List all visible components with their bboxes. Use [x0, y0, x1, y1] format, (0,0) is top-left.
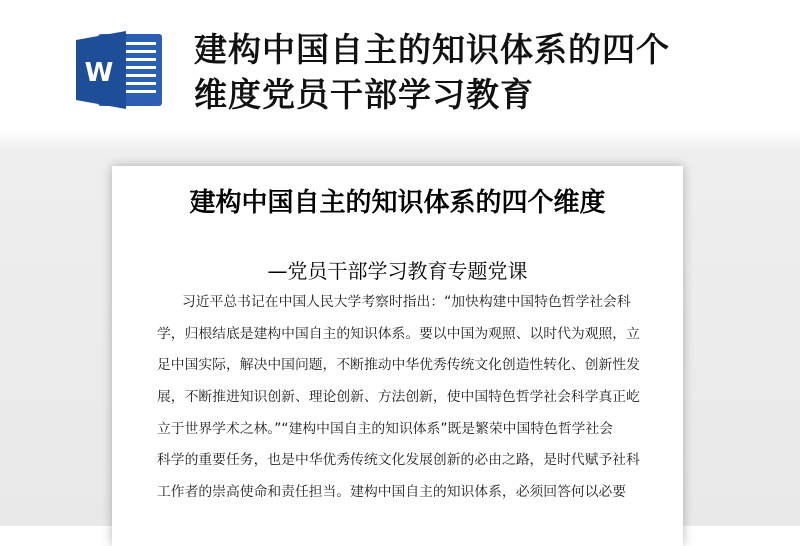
body-line-4: 展，不断推进知识创新、理论创新、方法创新，使中国特色哲学社会科学真正屹: [157, 389, 640, 406]
header-title-line-1: 建构中国自主的知识体系的四个: [194, 30, 670, 69]
body-line-7: 工作者的崇高使命和责任担当。建构中国自主的知识体系，必须回答何以必要: [157, 484, 627, 501]
header-title: [194, 27, 754, 117]
document-subtitle: —党员干部学习教育专题党课: [267, 259, 528, 283]
document-body: [157, 287, 643, 509]
body-line-5: 立于世界学术之林。”“建构中国自主的知识体系”既是繁荣中国特色哲学社会: [157, 420, 614, 437]
body-line-6: 科学的重要任务，也是中华优秀传统文化发展创新的必由之路，是时代赋予社科: [157, 452, 640, 469]
document-title: 建构中国自主的知识体系的四个维度: [189, 188, 606, 218]
word-icon-letter: W: [84, 58, 114, 88]
document-page: [112, 166, 683, 546]
body-line-2: 学，归根结底是建构中国自主的知识体系。要以中国为观照、以时代为观照，立: [157, 325, 640, 342]
header-banner: [0, 0, 800, 140]
header-title-line-2: 维度党员干部学习教育: [194, 75, 534, 114]
body-line-1: 习近平总书记在中国人民大学考察时指出：“加快构建中国特色哲学社会科: [182, 294, 631, 310]
word-document-icon: [76, 30, 166, 110]
body-line-3: 足中国实际，解决中国问题，不断推动中华优秀传统文化创造性转化、创新性发: [157, 357, 640, 374]
